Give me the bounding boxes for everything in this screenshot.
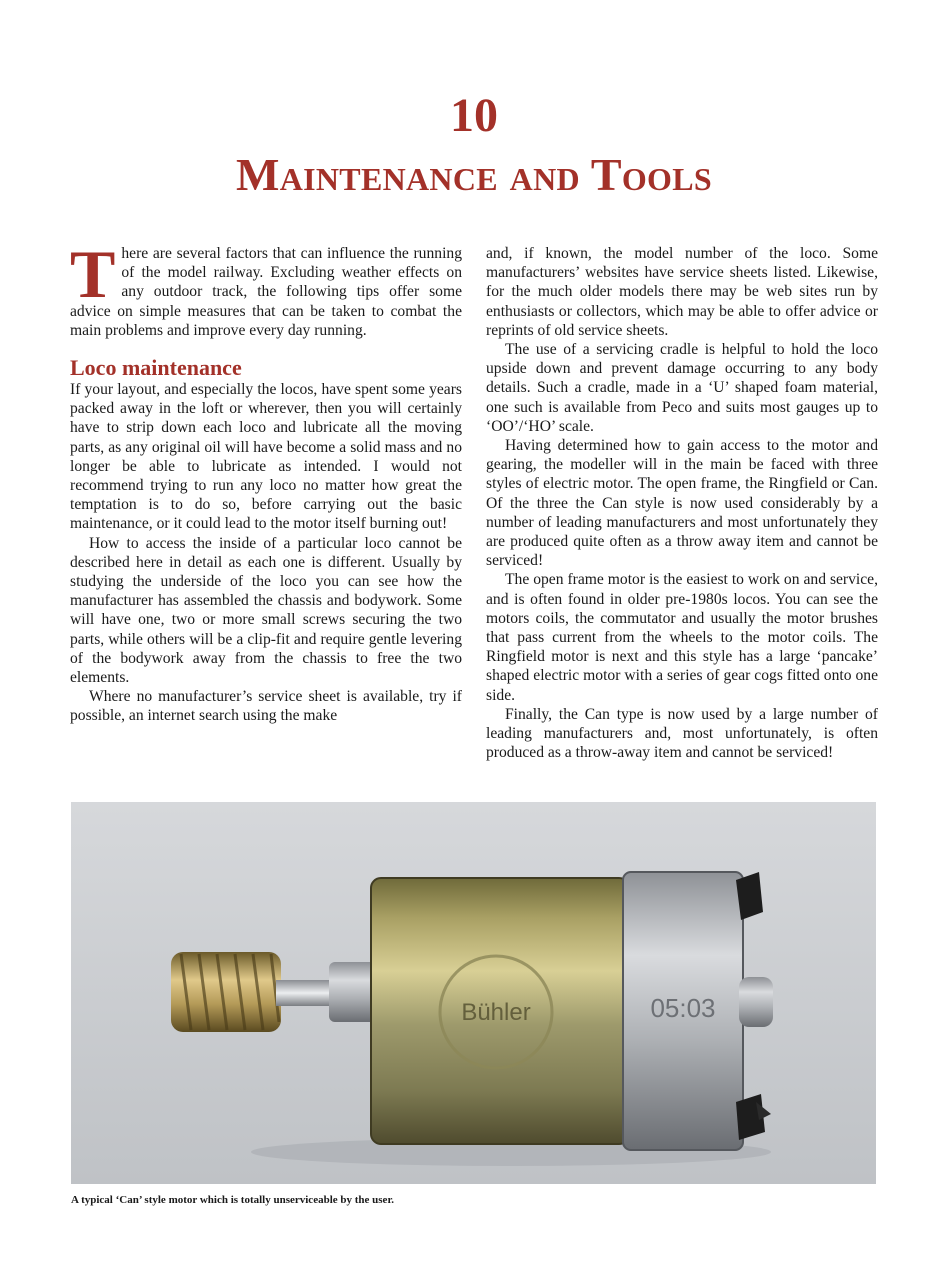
section-heading: Loco maintenance bbox=[70, 355, 242, 381]
body-paragraph: Having determined how to gain access to the motor and gearing, the modeller will in the main be faced with three styles of electric motor. The open frame, the Ringfield or Can. Of the three the Can style is now used considerably by a number of leading manufacturers and most unfortunately they are produced quite often as a throw away item and cannot be serviced! bbox=[486, 437, 878, 570]
can-body bbox=[371, 878, 629, 1144]
body-paragraph: If your layout, and especially the locos, have spent some years packed away in the loft or wherever, then you will certainly have to strip down each loco and lubricate all the moving parts, as any original oil will have become a solid mass and no longer be able to lubricate as intended. I would not recommend trying to run any loco no matter how great the temptation is to do so, before carrying out the basic maintenance, or it could lead to the motor itself burning out! bbox=[70, 381, 462, 533]
intro-paragraph bbox=[70, 236, 462, 340]
motor-label: Bühler bbox=[461, 999, 531, 1026]
intro-text: here are several factors that can influence the running of the model railway. Excluding weather effects on any outdoor track, the following tips offer some advice on simple measures that can be taken to combat the main problems and improve every day running. bbox=[70, 245, 462, 339]
body-paragraph: Finally, the Can type is now used by a large number of leading manufacturers and, most unfortunately, is often produced as a throw-away item and cannot be serviced! bbox=[486, 705, 878, 762]
chapter-number: 10 bbox=[450, 89, 498, 142]
body-paragraph: How to access the inside of a particular loco cannot be described here in detail as each one is different. Usually by studying the underside of the loco you can see how the manufacturer has assembled the chassis and bodywork. Some will have one, two or more small screws securing the two parts, while others will be a clip-fit and require gentle levering of the bodywork away from the chassis to free the two elements. bbox=[70, 534, 462, 687]
rear-bearing bbox=[739, 977, 773, 1027]
drop-cap: T bbox=[70, 236, 116, 312]
body-paragraph: Where no manufacturer’s service sheet is available, try if possible, an internet search using the make bbox=[70, 688, 462, 725]
right-column bbox=[486, 244, 878, 762]
front-bearing bbox=[329, 962, 377, 1022]
motor-code: 05:03 bbox=[650, 993, 716, 1023]
motor-photo bbox=[71, 802, 876, 1184]
body-paragraph: The use of a servicing cradle is helpful to hold the loco upside down and prevent damage occurring to any body details. Such a cradle, made in a ‘U’ shaped foam material, one such is available from Peco and suits most gauges up to ‘OO’/‘HO’ scale. bbox=[486, 341, 878, 435]
figure-caption: A typical ‘Can’ style motor which is totally unserviceable by the user. bbox=[71, 1194, 395, 1206]
body-paragraph: and, if known, the model number of the loco. Some manufacturers’ websites have service sheets listed. Likewise, for the much older models there may be web sites run by enthusiasts or collectors, which may be able to offer advice or reprints of old service sheets. bbox=[486, 245, 878, 339]
motor-shaft bbox=[276, 980, 336, 1006]
body-paragraph: The open frame motor is the easiest to work on and service, and is often found in older pre-1980s locos. You can see the motors coils, the commutator and usually the motor brushes that pass current from the wheels to the motor coils. The Ringfield motor is next and this style has a large ‘pancake’ shaped electric motor with a series of gear cogs fitted onto one side. bbox=[486, 571, 878, 704]
chapter-title: Maintenance and Tools bbox=[236, 149, 712, 200]
worm-gear bbox=[171, 952, 281, 1032]
left-column bbox=[70, 236, 462, 726]
motor-illustration bbox=[71, 802, 876, 1184]
